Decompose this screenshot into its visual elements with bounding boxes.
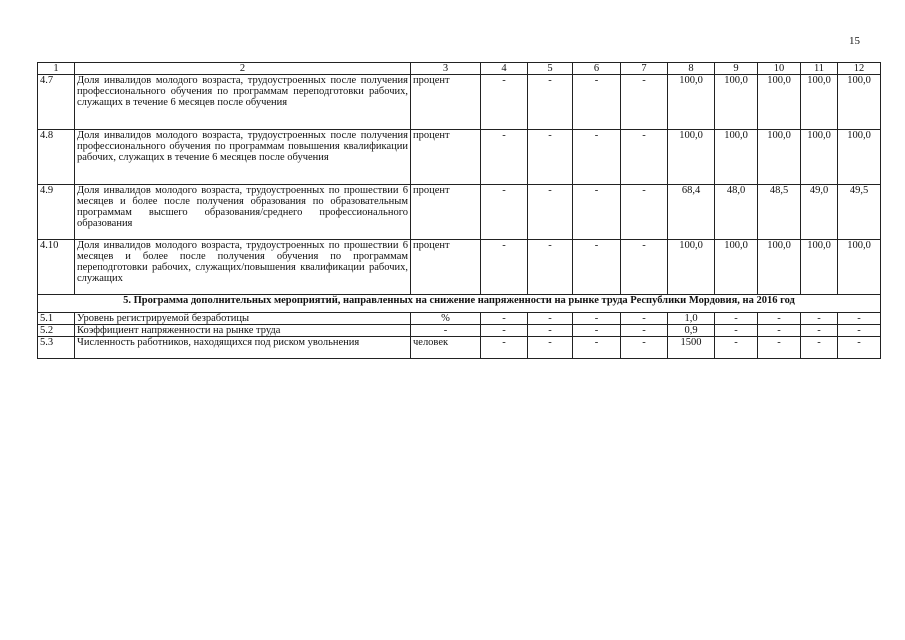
row-number: 5.3 [38, 337, 75, 359]
value-cell: - [528, 240, 573, 295]
value-cell: 100,0 [758, 240, 801, 295]
value-cell: - [481, 240, 528, 295]
value-cell: 100,0 [801, 130, 838, 185]
table-row [38, 75, 881, 130]
value-cell: 100,0 [715, 130, 758, 185]
header-cell: 12 [838, 63, 881, 75]
table-row [38, 313, 881, 325]
value-cell: - [573, 130, 621, 185]
table-header-row [38, 63, 881, 75]
header-cell: 3 [411, 63, 481, 75]
indicator-name: Численность работников, находящихся под риском увольнения [75, 337, 411, 359]
value-cell: - [715, 325, 758, 337]
value-cell: - [801, 337, 838, 359]
value-cell: 100,0 [715, 240, 758, 295]
row-number: 5.1 [38, 313, 75, 325]
value-cell: - [481, 75, 528, 130]
header-cell: 7 [621, 63, 668, 75]
value-cell: - [758, 313, 801, 325]
header-cell: 4 [481, 63, 528, 75]
value-cell: 49,5 [838, 185, 881, 240]
value-cell: - [801, 325, 838, 337]
value-cell: - [801, 313, 838, 325]
value-cell: - [621, 130, 668, 185]
value-cell: - [715, 313, 758, 325]
header-cell: 11 [801, 63, 838, 75]
value-cell: - [528, 325, 573, 337]
value-cell: 100,0 [715, 75, 758, 130]
row-number: 4.9 [38, 185, 75, 240]
value-cell: 0,9 [668, 325, 715, 337]
value-cell: 100,0 [668, 240, 715, 295]
value-cell: - [528, 75, 573, 130]
value-cell: 100,0 [758, 130, 801, 185]
header-cell: 8 [668, 63, 715, 75]
row-number: 4.10 [38, 240, 75, 295]
value-cell: - [621, 325, 668, 337]
indicator-name: Коэффициент напряженности на рынке труда [75, 325, 411, 337]
value-cell: - [621, 337, 668, 359]
value-cell: - [481, 185, 528, 240]
header-cell: 2 [75, 63, 411, 75]
value-cell: - [573, 313, 621, 325]
header-cell: 5 [528, 63, 573, 75]
indicators-table [37, 62, 881, 359]
value-cell: - [621, 75, 668, 130]
value-cell: - [528, 185, 573, 240]
value-cell: - [715, 337, 758, 359]
value-cell: - [573, 185, 621, 240]
value-cell: 100,0 [758, 75, 801, 130]
value-cell: 48,5 [758, 185, 801, 240]
header-cell: 1 [38, 63, 75, 75]
indicator-name: Уровень регистрируемой безработицы [75, 313, 411, 325]
indicator-name: Доля инвалидов молодого возраста, трудоустроенных после получения профессионального обучения по программам повышения квалификации рабочих, служащих в течение 6 месяцев после обучения [75, 130, 411, 185]
section-row [38, 295, 881, 313]
value-cell: - [758, 325, 801, 337]
unit-cell: процент [411, 130, 481, 185]
value-cell: 100,0 [668, 130, 715, 185]
table-row [38, 130, 881, 185]
value-cell: 100,0 [838, 240, 881, 295]
value-cell: - [838, 337, 881, 359]
value-cell: - [573, 337, 621, 359]
value-cell: - [528, 130, 573, 185]
table-row [38, 325, 881, 337]
indicator-name: Доля инвалидов молодого возраста, трудоустроенных по прошествии 6 месяцев и более после получения образования по образовательным программам высшего образования/среднего профессионального образования [75, 185, 411, 240]
value-cell: - [621, 185, 668, 240]
value-cell: - [621, 240, 668, 295]
value-cell: 48,0 [715, 185, 758, 240]
unit-cell: % [411, 313, 481, 325]
unit-cell: процент [411, 240, 481, 295]
row-number: 4.8 [38, 130, 75, 185]
value-cell: 100,0 [838, 130, 881, 185]
value-cell: - [838, 325, 881, 337]
value-cell: - [481, 337, 528, 359]
unit-cell: - [411, 325, 481, 337]
value-cell: 100,0 [668, 75, 715, 130]
table-row [38, 240, 881, 295]
indicator-name: Доля инвалидов молодого возраста, трудоустроенных по прошествии 6 месяцев и более после получения обучения по программам переподготовки рабочих, служащих/повышения квалификации рабочих, служащих [75, 240, 411, 295]
indicator-name: Доля инвалидов молодого возраста, трудоустроенных после получения профессионального обучения по программам переподготовки рабочих, служащих в течение 6 месяцев после обучения [75, 75, 411, 130]
header-cell: 10 [758, 63, 801, 75]
unit-cell: процент [411, 185, 481, 240]
value-cell: 49,0 [801, 185, 838, 240]
value-cell: - [481, 130, 528, 185]
value-cell: - [838, 313, 881, 325]
value-cell: - [573, 240, 621, 295]
page-number: 15 [849, 35, 860, 47]
value-cell: 1,0 [668, 313, 715, 325]
section-title: 5. Программа дополнительных мероприятий, направленных на снижение напряженности на рынке труда Республики Мордовия, на 2016 год [38, 295, 881, 313]
unit-cell: человек [411, 337, 481, 359]
value-cell: 1500 [668, 337, 715, 359]
row-number: 5.2 [38, 325, 75, 337]
value-cell: - [528, 313, 573, 325]
value-cell: - [573, 325, 621, 337]
value-cell: 68,4 [668, 185, 715, 240]
header-cell: 6 [573, 63, 621, 75]
value-cell: 100,0 [801, 75, 838, 130]
value-cell: - [573, 75, 621, 130]
value-cell: - [621, 313, 668, 325]
value-cell: - [758, 337, 801, 359]
header-cell: 9 [715, 63, 758, 75]
row-number: 4.7 [38, 75, 75, 130]
value-cell: 100,0 [801, 240, 838, 295]
value-cell: 100,0 [838, 75, 881, 130]
unit-cell: процент [411, 75, 481, 130]
table-row [38, 337, 881, 359]
value-cell: - [528, 337, 573, 359]
value-cell: - [481, 325, 528, 337]
table-row [38, 185, 881, 240]
value-cell: - [481, 313, 528, 325]
